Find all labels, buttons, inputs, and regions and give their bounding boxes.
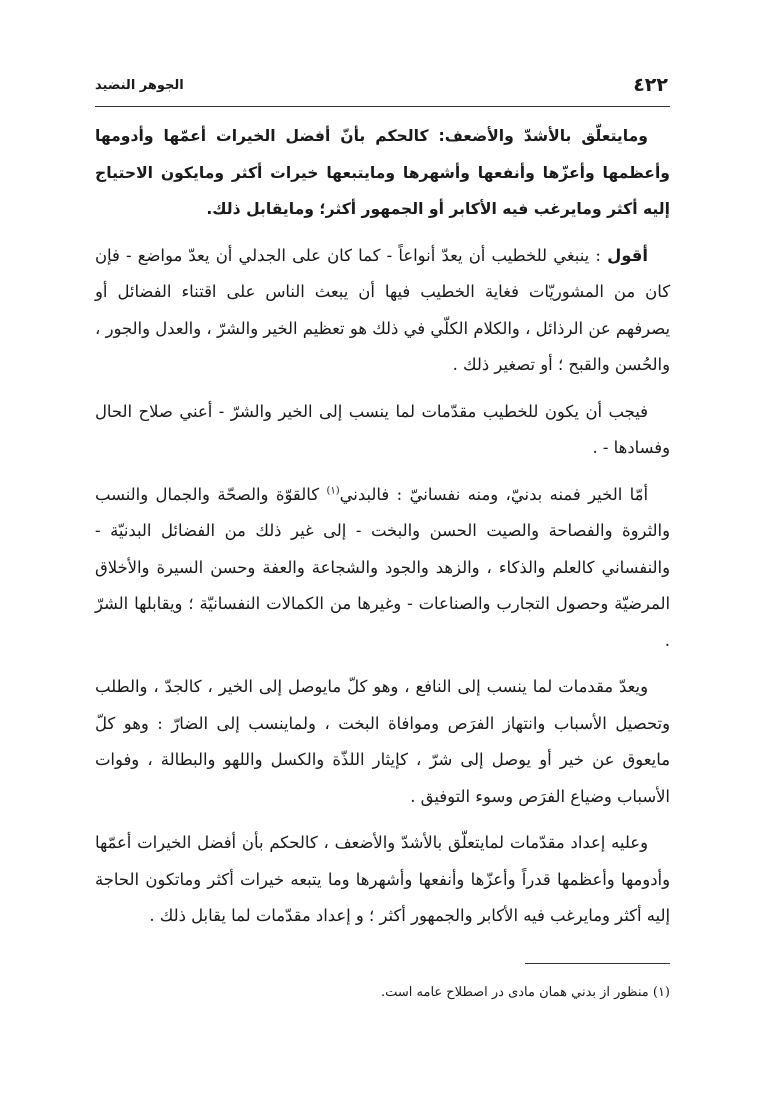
main-text — [95, 118, 670, 945]
commentary-paragraph-3-text-a: أمّا الخير فمنه بدنيّ، ومنه نفسانيّ : فالبدني — [339, 484, 648, 504]
commentary-paragraph-1-text: : ينبغي للخطيب أن يعدّ أنواعاً - كما كان على الجدلي أن يعدّ مواضع - فإن كان من المشوريّات فغاية الخطيب فيها أن يبعث الناس على اقتناء الفضائل أو يصرفهم عن الرذائل ، والكلام الكلّي في ذلك هو تعظيم الخير والشرّ ، والعدل والجور ، والحُسن والقبح ؛ أو تصغير ذلك . — [95, 245, 671, 374]
commentary-paragraph-3-text-b: كالقوّة والصحّة والجمال والنسب والثروة والفصاحة والصيت الحسن والبخت - إلى غير ذلك من الفضائل البدنيّة - والنفساني كالعلم والذكاء ، والزهد والجود والشجاعة والعفة وحسن السيرة والأخلاق المرضيّة وحصول التجارب والصناعات - وغيرها من الكمالات النفسانيّة ؛ ويقابلها الشرّ . — [95, 484, 670, 650]
commentary-paragraph-2: فيجب أن يكون للخطيب مقدّمات لما ينسب إلى الخير والشرّ - أعني صلاح الحال وفسادها - . — [95, 401, 670, 457]
commentary-paragraph-3 — [95, 477, 670, 660]
aqulu-label: أقول — [607, 245, 648, 265]
commentary-paragraph-1 — [95, 238, 670, 384]
matn-paragraph: ومايتعلّق بالأشدّ والأضعف: كالحكم بأنّ أفضل الخيرات أعمّها وأدومها وأعظمها وأعزّها وأنفعها وأشهرها ومايتبعها خيرات أكثر ومايكون الاحتياج إليه أكثر ومايرغب فيه الأكابر أو الجمهور أكثر؛ ومايقابل ذلك. — [95, 127, 670, 218]
commentary-paragraph-5: وعليه إعداد مقدّمات لمايتعلّق بالأشدّ والأضعف ، كالحكم بأن أفضل الخيرات أعمّها وأدومها وأعظمها قدراً وأعزّها وأنفعها وأشهرها وما يتبعه خيرات أكثر وماتكون الحاجة إليه أكثر ومايرغب فيه الأكابر والجمهور أكثر ؛ و إعداد مقدّمات لما يقابل ذلك . — [95, 833, 670, 925]
footnote-reference: (١) — [326, 485, 340, 497]
page-header — [95, 70, 670, 104]
commentary-paragraph-4: ويعدّ مقدمات لما ينسب إلى النافع ، وهو كلّ مايوصل إلى الخير ، كالجدّ ، والطلب وتحصيل الأسباب وانتهاز الفرَص وموافاة البخت ، ولماينسب إلى الضارّ : وهو كلّ مايعوق عن خير أو يوصل إلى شرّ ، كإيثار اللذّة والكسل واللهو والبطالة ، وفوات الأسباب وضياع الفرَص وسوء التوفيق . — [95, 677, 670, 806]
footnote-divider — [525, 963, 670, 964]
page-number: ٤٢٢ — [633, 74, 668, 96]
footnote: (١) منظور از بدني همان مادی در اصطلاح عامه است. — [380, 985, 670, 1000]
running-title: الجوهر النضيد — [95, 78, 184, 93]
header-divider — [95, 106, 670, 107]
